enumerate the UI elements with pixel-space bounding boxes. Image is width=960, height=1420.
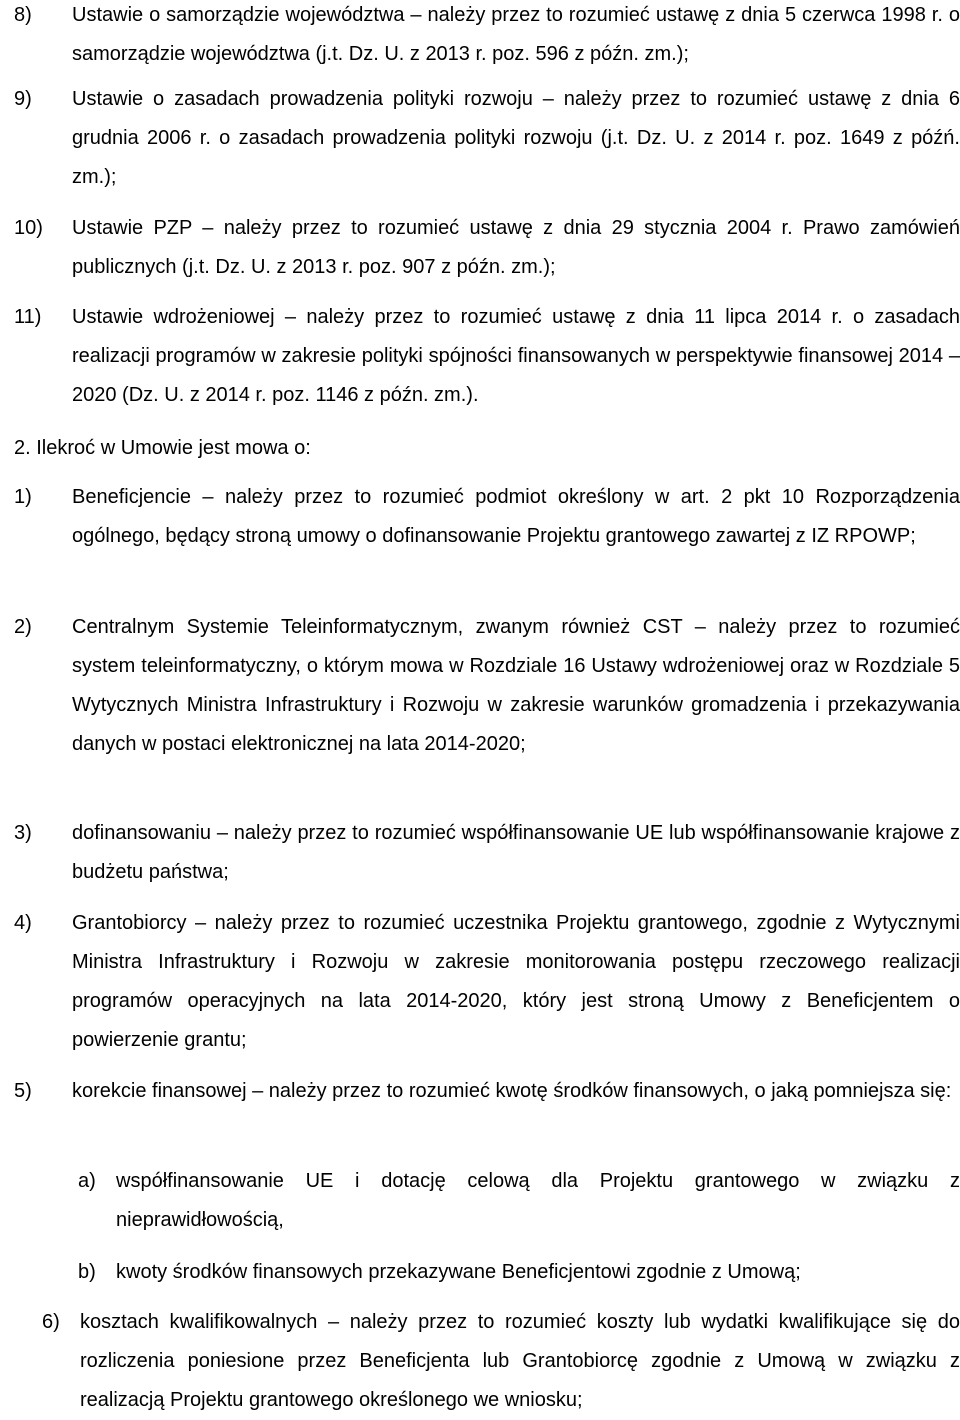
definition-cst xyxy=(14,608,960,764)
item-text: Ustawie wdrożeniowej – należy przez to rozumieć ustawę z dnia 11 lipca 2014 r. o zasadach realizacji programów w zakresie polityki spójności finansowanych w perspektywie finansowej 2014 – 2020 (Dz. U. z 2014 r. poz. 1146 z późn. zm.). xyxy=(72,306,960,406)
item-number: 2) xyxy=(14,616,32,638)
item-number: 1) xyxy=(14,486,32,508)
item-text: korekcie finansowej – należy przez to rozumieć kwotę środków finansowych, o jaką pomniejsza się: xyxy=(72,1080,952,1102)
item-number: 5) xyxy=(14,1080,32,1102)
item-text: Beneficjencie – należy przez to rozumieć podmiot określony w art. 2 pkt 10 Rozporządzenia ogólnego, będący stroną umowy o dofinansowanie Projektu grantowego zawartej z IZ RPOWP; xyxy=(72,486,960,547)
item-number: b) xyxy=(78,1261,96,1283)
definition-korekta-b xyxy=(78,1253,960,1292)
item-text: kwoty środków finansowych przekazywane Beneficjentowi zgodnie z Umową; xyxy=(116,1261,801,1283)
item-text: Ustawie o samorządzie województwa – należy przez to rozumieć ustawę z dnia 5 czerwca 1998 r. o samorządzie województwa (j.t. Dz. U. z 2013 r. poz. 596 z późn. zm.); xyxy=(72,4,960,65)
item-text: Ustawie PZP – należy przez to rozumieć ustawę z dnia 29 stycznia 2004 r. Prawo zamówień publicznych (j.t. Dz. U. z 2013 r. poz. 907 z późn. zm.); xyxy=(72,217,960,278)
definition-koszty-kwalifikowalne xyxy=(42,1303,960,1420)
definition-korekta xyxy=(14,1072,960,1111)
item-text: współfinansowanie UE i dotację celową dla Projektu grantowego w związku z nieprawidłowością, xyxy=(116,1170,960,1231)
item-number: 6) xyxy=(42,1311,60,1333)
item-number: 8) xyxy=(14,4,32,26)
definition-item-11 xyxy=(14,298,960,415)
item-number: 3) xyxy=(14,822,32,844)
definition-dofinansowanie xyxy=(14,814,960,892)
section-2-heading: 2. Ilekroć w Umowie jest mowa o: xyxy=(14,437,311,459)
item-number: 10) xyxy=(14,217,43,239)
definition-beneficjent xyxy=(14,478,960,556)
item-number: a) xyxy=(78,1170,96,1192)
item-text: kosztach kwalifikowalnych – należy przez to rozumieć koszty lub wydatki kwalifikujące się do rozliczenia poniesione przez Beneficjenta lub Grantobiorcę zgodnie z Umową w związku z realizacją Projektu grantowego określonego we wniosku; xyxy=(80,1311,960,1411)
definition-korekta-a xyxy=(78,1162,960,1240)
item-text: dofinansowaniu – należy przez to rozumieć współfinansowanie UE lub współfinansowanie krajowe z budżetu państwa; xyxy=(72,822,960,883)
item-text: Grantobiorcy – należy przez to rozumieć uczestnika Projektu grantowego, zgodnie z Wytycznymi Ministra Infrastruktury i Rozwoju w zakresie monitorowania postępu rzeczowego realizacji programów operacyjnych na lata 2014-2020, który jest stroną Umowy z Beneficjentem o powierzenie grantu; xyxy=(72,912,960,1051)
item-number: 9) xyxy=(14,88,32,110)
item-number: 4) xyxy=(14,912,32,934)
item-text: Centralnym Systemie Teleinformatycznym, zwanym również CST – należy przez to rozumieć system teleinformatyczny, o którym mowa w Rozdziale 16 Ustawy wdrożeniowej oraz w Rozdziale 5 Wytycznych Ministra Infrastruktury i Rozwoju w zakresie warunków gromadzenia i przekazywania danych w postaci elektronicznej na lata 2014-2020; xyxy=(72,616,960,755)
definition-item-8 xyxy=(14,0,960,74)
definition-item-10 xyxy=(14,209,960,287)
item-number: 11) xyxy=(14,306,42,328)
item-text: Ustawie o zasadach prowadzenia polityki rozwoju – należy przez to rozumieć ustawę z dnia 6 grudnia 2006 r. o zasadach prowadzenia polityki rozwoju (j.t. Dz. U. z 2014 r. poz. 1649 z późń. zm.); xyxy=(72,88,960,188)
definition-item-9 xyxy=(14,80,960,197)
definition-grantobiorca xyxy=(14,904,960,1060)
